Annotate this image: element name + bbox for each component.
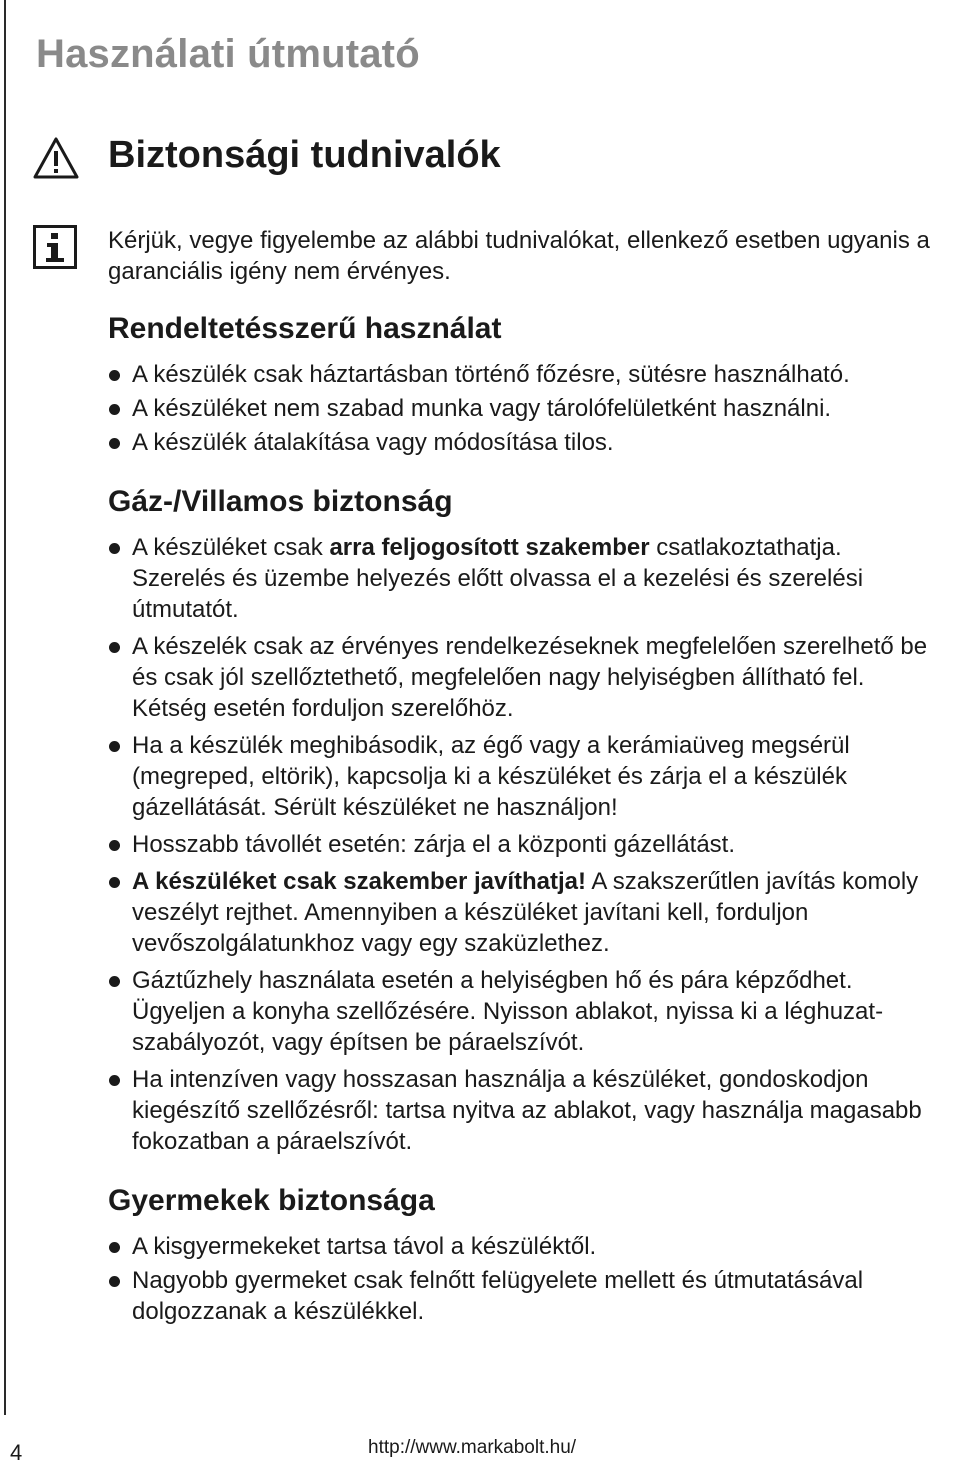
list-item <box>108 829 938 860</box>
list-item <box>108 427 938 458</box>
list-item-text: Gáztűzhely használata esetén a helyiségben hő és pára képződhet. Ügyeljen a konyha szellőzésére. Nyisson ablakot, nyissa ki a léghuzat-szabályozót, vagy építsen be páraelszívót. <box>132 967 884 1056</box>
list-item <box>108 866 938 959</box>
list-item-text: A készüléket csak <box>132 534 330 561</box>
list-item <box>108 631 938 724</box>
list-item <box>108 965 938 1058</box>
list-item-text: A szakszerűtlen javítás komoly veszélyt rejthet. Amennyiben a készüléket javítani kell, forduljon vevőszolgálatunkhoz vagy egy szaküzlethez. <box>132 868 919 957</box>
list-item <box>108 1231 938 1262</box>
list-item-text: A készelék csak az érvényes rendelkezéseknek megfelelően szerelhető be és csak jól szellőztethető, megfelelően nagy helyiségben állítható fel. Kétség esetén forduljon szerelőhöz. <box>132 633 928 722</box>
list-item-bold-text: A készüléket csak szakember javíthatja! <box>132 868 587 895</box>
list-item-bold-text: arra feljogosított szakember <box>329 534 650 561</box>
page-number: 4 <box>10 1440 23 1465</box>
warning-triangle-icon <box>32 136 80 180</box>
section-heading-child-safety: Gyermekek biztonsága <box>108 1184 435 1217</box>
info-icon <box>33 225 77 269</box>
gas-electric-safety-list <box>108 532 938 1157</box>
list-item-text: A készüléket nem szabad munka vagy tárolófelületként használni. <box>132 395 832 422</box>
list-item-text: A kisgyermekeket tartsa távol a készüléktől. <box>132 1233 597 1260</box>
section-heading-intended-use: Rendeltetésszerű használat <box>108 312 502 345</box>
footer-url: http://www.markabolt.hu/ <box>368 1437 577 1458</box>
list-item <box>108 532 938 625</box>
intended-use-list <box>108 359 938 458</box>
main-title: Biztonsági tudnivalók <box>108 134 501 176</box>
list-item <box>108 730 938 823</box>
list-item-text: A készülék csak háztartásban történő főzésre, sütésre használható. <box>132 361 850 388</box>
list-item-text: A készülék átalakítása vagy módosítása tilos. <box>132 429 614 456</box>
list-item-text: Ha a készülék meghibásodik, az égő vagy a kerámiaüveg megsérül (megreped, eltörik), kapcsolja ki a készüléket és zárja el a készülék gázellátását. Sérült készüléket ne használjon! <box>132 732 850 821</box>
page-margin-line <box>4 0 6 1415</box>
child-safety-list <box>108 1231 938 1327</box>
page-header: Használati útmutató <box>36 32 420 76</box>
section-heading-gas-electric-safety: Gáz-/Villamos biztonság <box>108 485 453 518</box>
list-item-text: Nagyobb gyermeket csak felnőtt felügyelete mellett és útmutatásával dolgozzanak a készülékkel. <box>132 1267 864 1325</box>
content <box>108 225 938 1330</box>
list-item <box>108 1265 938 1327</box>
intro-text: Kérjük, vegye figyelembe az alábbi tudnivalókat, ellenkező esetben ugyanis a garanciális igény nem érvényes. <box>108 227 930 285</box>
list-item-text: Ha intenzíven vagy hosszasan használja a készüléket, gondoskodjon kiegészítő szellőzésről: tartsa nyitva az ablakot, vagy használja magasabb fokozatban a páraelszívót. <box>132 1066 922 1155</box>
list-item <box>108 359 938 390</box>
list-item <box>108 393 938 424</box>
list-item-text: Hosszabb távollét esetén: zárja el a központi gázellátást. <box>132 831 736 858</box>
list-item <box>108 1064 938 1157</box>
list-item-text: csatlakoztathatja. Szerelés és üzembe helyezés előtt olvassa el a kezelési és szerelési útmutatót. <box>132 534 864 623</box>
